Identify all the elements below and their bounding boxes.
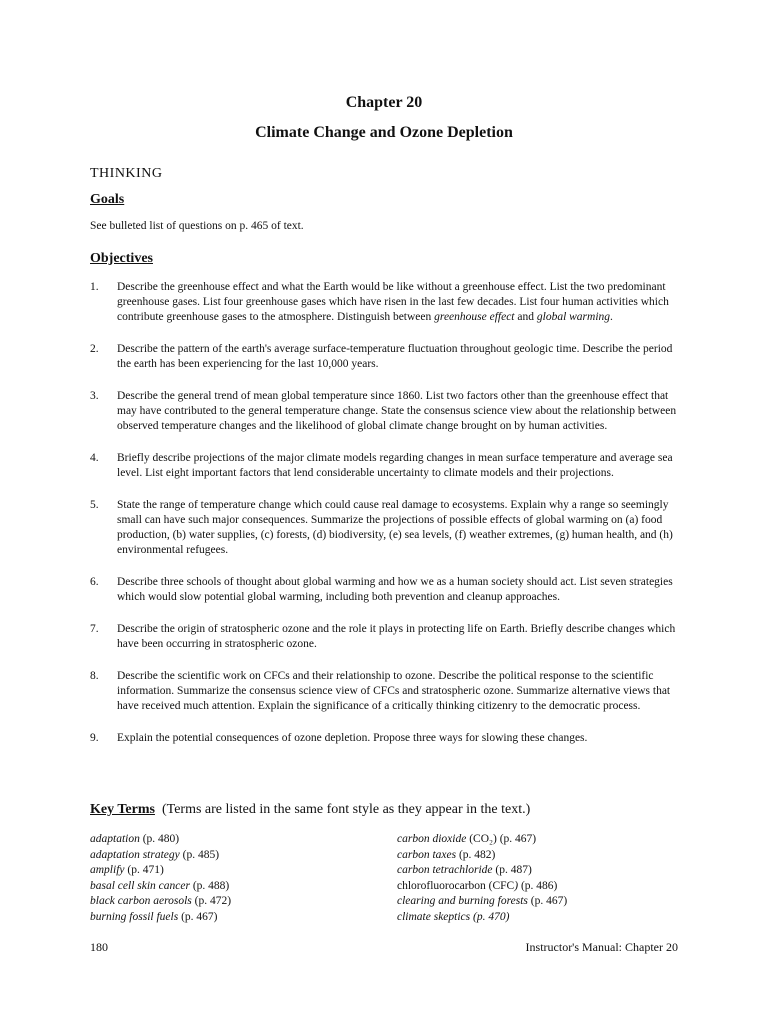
key-term-name: black carbon aerosols (90, 895, 192, 907)
key-term-name: carbon tetrachloride (397, 864, 493, 876)
key-term-name: amplify (90, 864, 125, 876)
key-term-page: (p. 472) (191, 895, 232, 907)
objective-item (90, 451, 680, 481)
objective-text-part: Describe the greenhouse effect and what the Earth would be like without a greenhouse effect. List the two predominant greenhouse gases. List four greenhouse gases which have risen in the last few decades. List four human activities which contribute greenhouse gases to the atmosphere. Distinguish between (117, 281, 669, 323)
objective-item (90, 342, 680, 372)
objective-text-part: . (610, 311, 613, 323)
objective-number: 9. (90, 732, 99, 744)
key-term (397, 832, 680, 848)
key-terms-left-column (90, 832, 397, 925)
key-term (90, 910, 397, 926)
objective-item (90, 389, 680, 434)
key-term (90, 894, 397, 910)
key-term-page: (p. 471) (124, 864, 164, 876)
objective-number: 4. (90, 452, 99, 464)
key-term-name: ) (514, 879, 519, 892)
objective-number: 5. (90, 499, 99, 511)
key-terms-right-column (397, 832, 680, 925)
objective-text (117, 342, 680, 372)
page-number: 180 (90, 940, 108, 954)
chapter-title: Climate Change and Ozone Depletion (255, 124, 513, 141)
key-term (397, 879, 680, 895)
key-terms-header (90, 802, 530, 818)
objective-text-part: Describe three schools of thought about global warming and how we as a human society should act. List seven strategies which would slow potential global warming, including both prevention and cleanup approaches. (117, 576, 673, 603)
objective-item (90, 622, 680, 652)
key-terms-columns (90, 832, 680, 925)
objective-text (117, 575, 680, 605)
objective-text (117, 622, 680, 652)
objective-item (90, 731, 680, 746)
key-term-page: (p. 488) (189, 879, 230, 892)
key-term (90, 832, 397, 848)
objective-number: 1. (90, 281, 99, 293)
key-terms-note: (Terms are listed in the same font style as they appear in the text.) (161, 802, 531, 817)
key-term-page: (p. 487) (492, 864, 532, 876)
key-term-page: (p. 482) (456, 848, 496, 861)
objective-item (90, 669, 680, 714)
objective-text (117, 669, 680, 714)
objective-text-part: Explain the potential consequences of ozone depletion. Propose three ways for slowing these changes. (117, 732, 588, 744)
key-term-page: (CO₂) (p. 467) (466, 833, 537, 845)
objectives-heading: Objectives (90, 251, 153, 266)
objective-text (117, 731, 680, 746)
key-term-page: (p. 467) (527, 895, 568, 907)
objective-text (117, 389, 680, 434)
objective-term: global warming (536, 311, 611, 323)
key-term-page: (p. 485) (179, 848, 220, 861)
objective-item (90, 575, 680, 605)
objective-number: 8. (90, 670, 99, 682)
chapter-number: Chapter 20 (345, 94, 423, 111)
objective-text-part: Describe the pattern of the earth's average surface-temperature fluctuation throughout geologic time. Describe the period the earth has been experiencing for the last 10,000 years. (117, 343, 673, 370)
key-term-page: (p. 480) (139, 833, 180, 845)
goals-heading: Goals (90, 192, 125, 207)
key-term-name: burning fossil fuels (90, 910, 179, 923)
objective-text (117, 451, 680, 481)
key-term-page: (p. 486) (518, 879, 558, 892)
objective-text-part: State the range of temperature change which could cause real damage to ecosystems. Explain why a range so seemingly small can have such major consequences. Summarize the projections of possible effects of global warming on (a) food production, (b) water supplies, (c) forests, (d) biodiversity, (e) sea levels, (f) weather extremes, (g) human health, and (h) environmental refugees. (117, 499, 673, 556)
key-term-name: clearing and burning forests (397, 895, 528, 907)
key-term (90, 848, 397, 864)
key-term (397, 910, 680, 926)
key-term (397, 863, 680, 879)
objective-text (117, 280, 680, 325)
objective-text-part: Describe the general trend of mean global temperature since 1860. List two factors other than the greenhouse effect that may have contributed to the general temperature change. State the consensus science view about the relationship between observed temperature changes and the likelihood of global climate change brought on by human activities. (117, 390, 677, 432)
objective-item (90, 498, 680, 558)
key-term (397, 848, 680, 864)
objective-text-part: Describe the scientific work on CFCs and their relationship to ozone. Describe the political response to the scientific information. Summarize the consensus science view of CFCs and stratospheric ozone. Summarize alternative views that have received much attention. Explain the significance of a critically thinking citizenry to the democratic process. (117, 670, 671, 712)
key-term-name: basal cell skin cancer (90, 879, 190, 892)
key-term-page: (p. 467) (178, 910, 218, 923)
objective-number: 3. (90, 390, 99, 402)
objective-text-part: Briefly describe projections of the major climate models regarding changes in mean surface temperature and average sea level. List eight important factors that lend considerable uncertainty to climate models and their projections. (117, 452, 673, 479)
objective-text (117, 498, 680, 558)
key-term-plain: chlorofluorocarbon (CFC (397, 879, 515, 892)
objective-text-part: and (514, 311, 537, 323)
key-term (397, 894, 680, 910)
key-term-name: climate skeptics (397, 910, 471, 923)
key-term (90, 879, 397, 895)
key-term-name: adaptation strategy (90, 848, 180, 861)
key-term-name: adaptation (90, 833, 140, 845)
objectives-list (90, 280, 680, 763)
section-heading: THINKING (90, 166, 163, 181)
objective-text-part: Describe the origin of stratospheric ozone and the role it plays in protecting life on Earth. Briefly describe changes which have been occurring in stratospheric ozone. (117, 623, 676, 650)
key-term-name: carbon taxes (397, 848, 457, 861)
key-term (90, 863, 397, 879)
objective-number: 7. (90, 623, 99, 635)
goals-text: See bulleted list of questions on p. 465 of text. (90, 220, 304, 232)
key-term-name: carbon dioxide (397, 833, 467, 845)
footer-manual: Instructor's Manual: Chapter 20 (525, 940, 678, 954)
key-terms-heading: Key Terms (90, 802, 155, 817)
objective-number: 6. (90, 576, 99, 588)
objective-item (90, 280, 680, 325)
objective-term: greenhouse effect (434, 311, 515, 323)
key-term-page: (p. 470) (470, 910, 510, 923)
objective-number: 2. (90, 343, 99, 355)
